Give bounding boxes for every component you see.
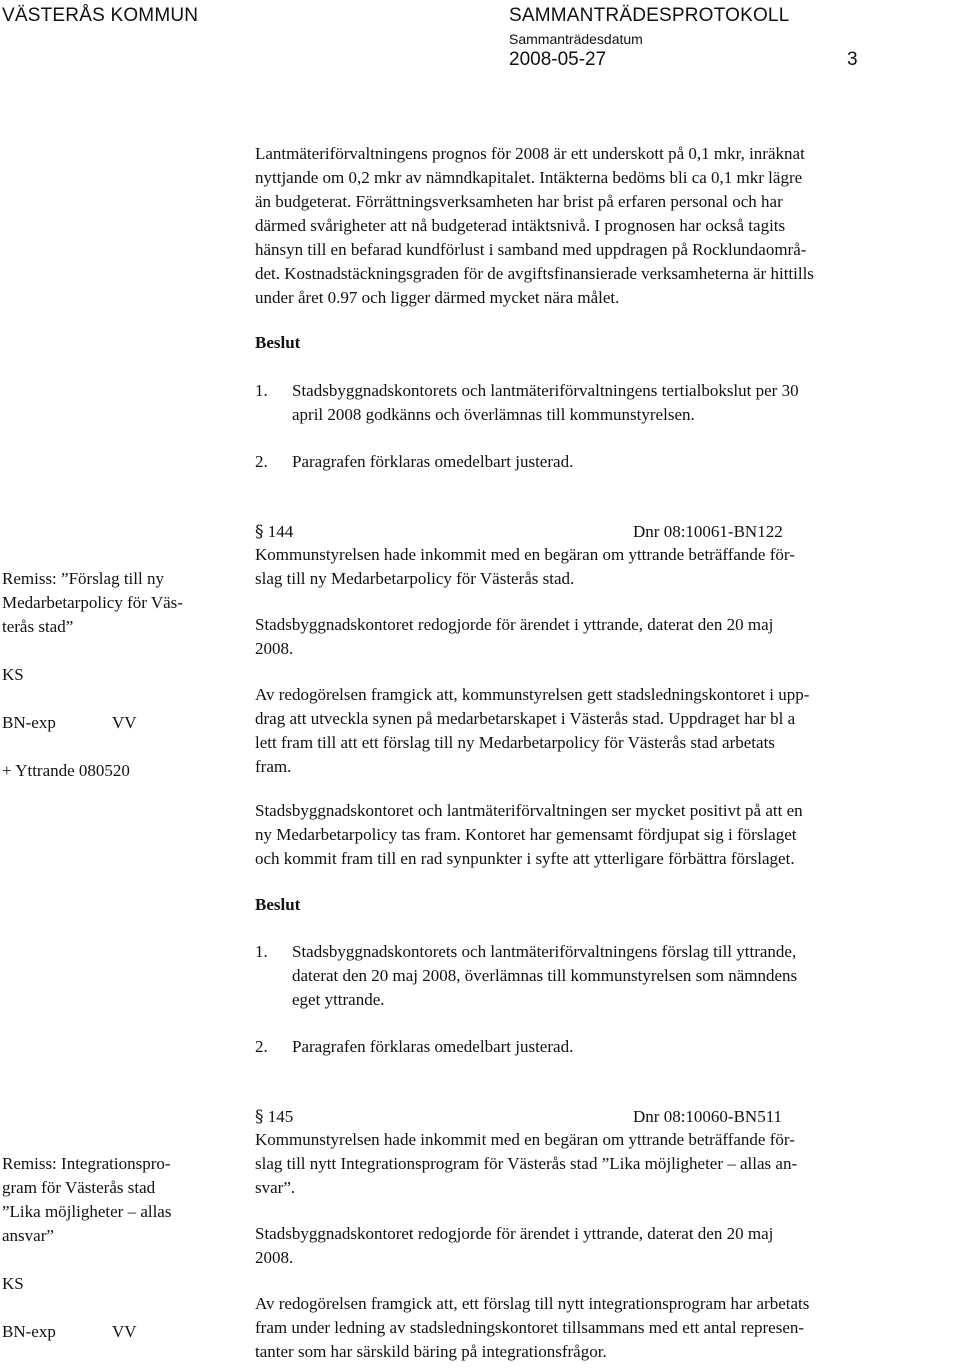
page-number: 3 xyxy=(847,49,858,70)
decision-number: 1. xyxy=(255,381,268,400)
section-number-value: 145 xyxy=(267,1107,294,1126)
section-sidebar xyxy=(2,543,232,807)
decision-number: 2. xyxy=(255,452,268,471)
decision-text: Stadsbyggnadskontorets och lantmäteriförvaltningens tertialbokslut per 30 april 2008 godkänns och överlämnas till kommunstyrelsen. xyxy=(292,381,799,424)
body-paragraph: Av redogörelsen framgick att, ett förslag till nytt integrationsprogram har arbetats fram under ledning av stadsledningskontoret tillsammans med ett antal represen- tanter som har särskild bäring på integrationsfrågor. xyxy=(255,1294,810,1361)
sidebar-title: Remiss: Integrationspro- gram för Västerås stad ”Lika möjligheter – allas ansvar” xyxy=(2,1154,172,1245)
body-paragraph: Kommunstyrelsen hade inkommit med en begäran om yttrande beträffande för- slag till ny Medarbetarpolicy för Västerås stad. xyxy=(255,545,795,588)
recipient: KS xyxy=(2,1274,24,1293)
beslut-heading: Beslut xyxy=(255,333,301,352)
document-type: SAMMANTRÄDESPROTOKOLL xyxy=(509,5,790,26)
recipient: KS xyxy=(2,665,24,684)
decision-text: Paragrafen förklaras omedelbart justerad. xyxy=(292,452,574,471)
body-paragraph: Lantmäteriförvaltningens prognos för 2008 är ett underskott på 0,1 mkr, inräknat nyttjande om 0,2 mkr av nämndkapitalet. Intäkterna bedöms bli ca 0,1 mkr lägre än budgeterat. Förrättningsverksamheten har brist på erfaren personal och har därmed svårigheter att nå budgeterad intäktsnivå. I prognosen har också tagits hänsyn till en befarad kundförlust i samband med uppdragen på Rocklundaområ- det. Kostnadstäckningsgraden för de avgiftsfinansierade verksamheterna är hittills under året 0.97 och ligger därmed mycket nära målet. xyxy=(255,144,814,307)
section-number xyxy=(255,520,293,544)
date-label: Sammanträdesdatum xyxy=(509,31,643,47)
section-sign: § xyxy=(255,1107,264,1127)
recipient: VV xyxy=(112,1322,137,1341)
decision-text: Stadsbyggnadskontorets och lantmäteriförvaltningens förslag till yttrande, daterat den 20 maj 2008, överlämnas till kommunstyrelsen som nämndens eget yttrande. xyxy=(292,942,798,1009)
recipient: VV xyxy=(112,713,137,732)
recipient-row xyxy=(2,711,232,735)
body-paragraph: Kommunstyrelsen hade inkommit med en begäran om yttrande beträffande för- slag till nytt Integrationsprogram för Västerås stad ”Lika möjligheter – allas an- svar”. xyxy=(255,1130,798,1197)
decision-text: Paragrafen förklaras omedelbart justerad. xyxy=(292,1037,574,1056)
organization-name: VÄSTERÅS KOMMUN xyxy=(2,5,199,26)
section-sign: § xyxy=(255,522,264,542)
recipient-row xyxy=(2,1320,232,1344)
recipient-row xyxy=(2,1272,232,1296)
recipient: BN-exp xyxy=(2,1322,56,1341)
diary-number: Dnr 08:10061-BN122 xyxy=(633,522,783,541)
decision-number: 2. xyxy=(255,1037,268,1056)
section-number xyxy=(255,1105,293,1129)
body-paragraph: Stadsbyggnadskontoret och lantmäteriförvaltningen ser mycket positivt på att en ny Medarbetarpolicy tas fram. Kontoret har gemensamt fördjupat sig i förslaget och kommit fram till en rad synpunkter i syfte att ytterligare förbättra förslaget. xyxy=(255,801,803,868)
decision-number: 1. xyxy=(255,942,268,961)
sidebar-title: Remiss: ”Förslag till ny Medarbetarpolicy för Väs- terås stad” xyxy=(2,569,183,636)
body-paragraph: Stadsbyggnadskontoret redogjorde för ärendet i yttrande, daterat den 20 maj 2008. xyxy=(255,1224,774,1267)
section-sidebar xyxy=(2,1128,232,1368)
meeting-date: 2008-05-27 xyxy=(509,49,607,70)
body-paragraph: Av redogörelsen framgick att, kommunstyrelsen gett stadsledningskontoret i upp- drag att utveckla synen på medarbetarskapet i Västerås stad. Uppdraget har bl a lett fram till att ett förslag till ny Medarbetarpolicy för Västerås stad arbetats fram. xyxy=(255,685,810,776)
diary-number: Dnr 08:10060-BN511 xyxy=(633,1107,783,1126)
section-number-value: 144 xyxy=(267,522,294,541)
recipient-row xyxy=(2,663,232,687)
beslut-heading: Beslut xyxy=(255,895,301,914)
recipient-row xyxy=(2,759,232,783)
body-paragraph: Stadsbyggnadskontoret redogjorde för ärendet i yttrande, daterat den 20 maj 2008. xyxy=(255,615,774,658)
recipient: + Yttrande 080520 xyxy=(2,761,130,780)
recipient: BN-exp xyxy=(2,713,56,732)
